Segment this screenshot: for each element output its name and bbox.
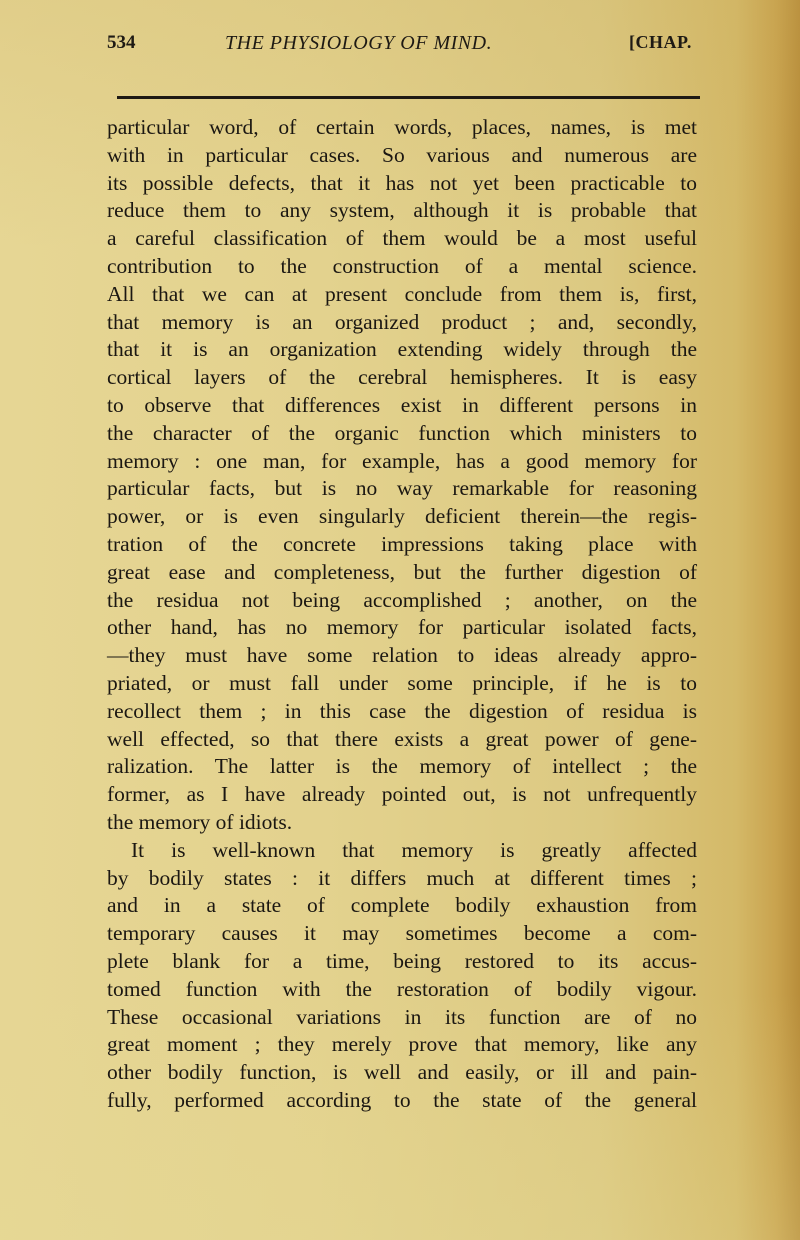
text-line: —they must have some relation to ideas already appro-	[107, 643, 697, 668]
text-line: It is well-known that memory is greatly affected	[131, 837, 697, 862]
text-line: to observe that differences exist in different persons in	[107, 392, 697, 417]
text-line: tomed function with the restoration of bodily vigour.	[107, 976, 697, 1001]
text-line: ralization. The latter is the memory of intellect ; the	[107, 754, 697, 779]
text-line: plete blank for a time, being restored to its accus-	[107, 948, 697, 973]
text-line: These occasional variations in its function are of no	[107, 1004, 697, 1029]
text-line: a careful classification of them would be a most useful	[107, 226, 697, 251]
page-header	[107, 32, 697, 62]
text-line: power, or is even singularly deficient therein—the regis-	[107, 504, 697, 529]
text-line: with in particular cases. So various and numerous are	[107, 142, 697, 167]
text-line: contribution to the construction of a mental science.	[107, 253, 697, 278]
text-line: by bodily states : it differs much at different times ;	[107, 865, 697, 890]
text-line: temporary causes it may sometimes become a com-	[107, 921, 697, 946]
page-number: 534	[107, 32, 136, 53]
text-line: fully, performed according to the state of the general	[107, 1087, 697, 1112]
text-line: All that we can at present conclude from them is, first,	[107, 281, 697, 306]
text-line: cortical layers of the cerebral hemispheres. It is easy	[107, 365, 697, 390]
text-line: particular facts, but is no way remarkable for reasoning	[107, 476, 697, 501]
text-line: tration of the concrete impressions taking place with	[107, 531, 697, 556]
text-line: great moment ; they merely prove that memory, like any	[107, 1032, 697, 1057]
text-line: other hand, has no memory for particular isolated facts,	[107, 615, 697, 640]
text-line: reduce them to any system, although it is probable that	[107, 198, 697, 223]
text-line: the character of the organic function which ministers to	[107, 420, 697, 445]
chapter-marker: [CHAP.	[629, 32, 692, 52]
text-line: particular word, of certain words, places, names, is met	[107, 115, 697, 139]
text-line: other bodily function, is well and easily, or ill and pain-	[107, 1060, 697, 1085]
text-line: that it is an organization extending widely through the	[107, 337, 697, 362]
text-line: former, as I have already pointed out, is not unfrequently	[107, 782, 697, 807]
header-rule	[117, 96, 700, 99]
text-line: the memory of idiots.	[107, 809, 293, 834]
text-line: great ease and completeness, but the further digestion of	[107, 559, 697, 584]
body-text	[107, 114, 697, 1115]
text-line: and in a state of complete bodily exhaustion from	[107, 893, 697, 918]
text-line: its possible defects, that it has not yet been practicable to	[107, 170, 697, 195]
text-line: that memory is an organized product ; and, secondly,	[107, 309, 697, 334]
text-line: well effected, so that there exists a great power of gene-	[107, 726, 697, 751]
text-line: recollect them ; in this case the digestion of residua is	[107, 698, 697, 723]
text-line: memory : one man, for example, has a good memory for	[107, 448, 697, 473]
running-title: THE PHYSIOLOGY OF MIND.	[225, 32, 493, 54]
text-line: the residua not being accomplished ; another, on the	[107, 587, 697, 612]
text-line: priated, or must fall under some principle, if he is to	[107, 670, 697, 695]
